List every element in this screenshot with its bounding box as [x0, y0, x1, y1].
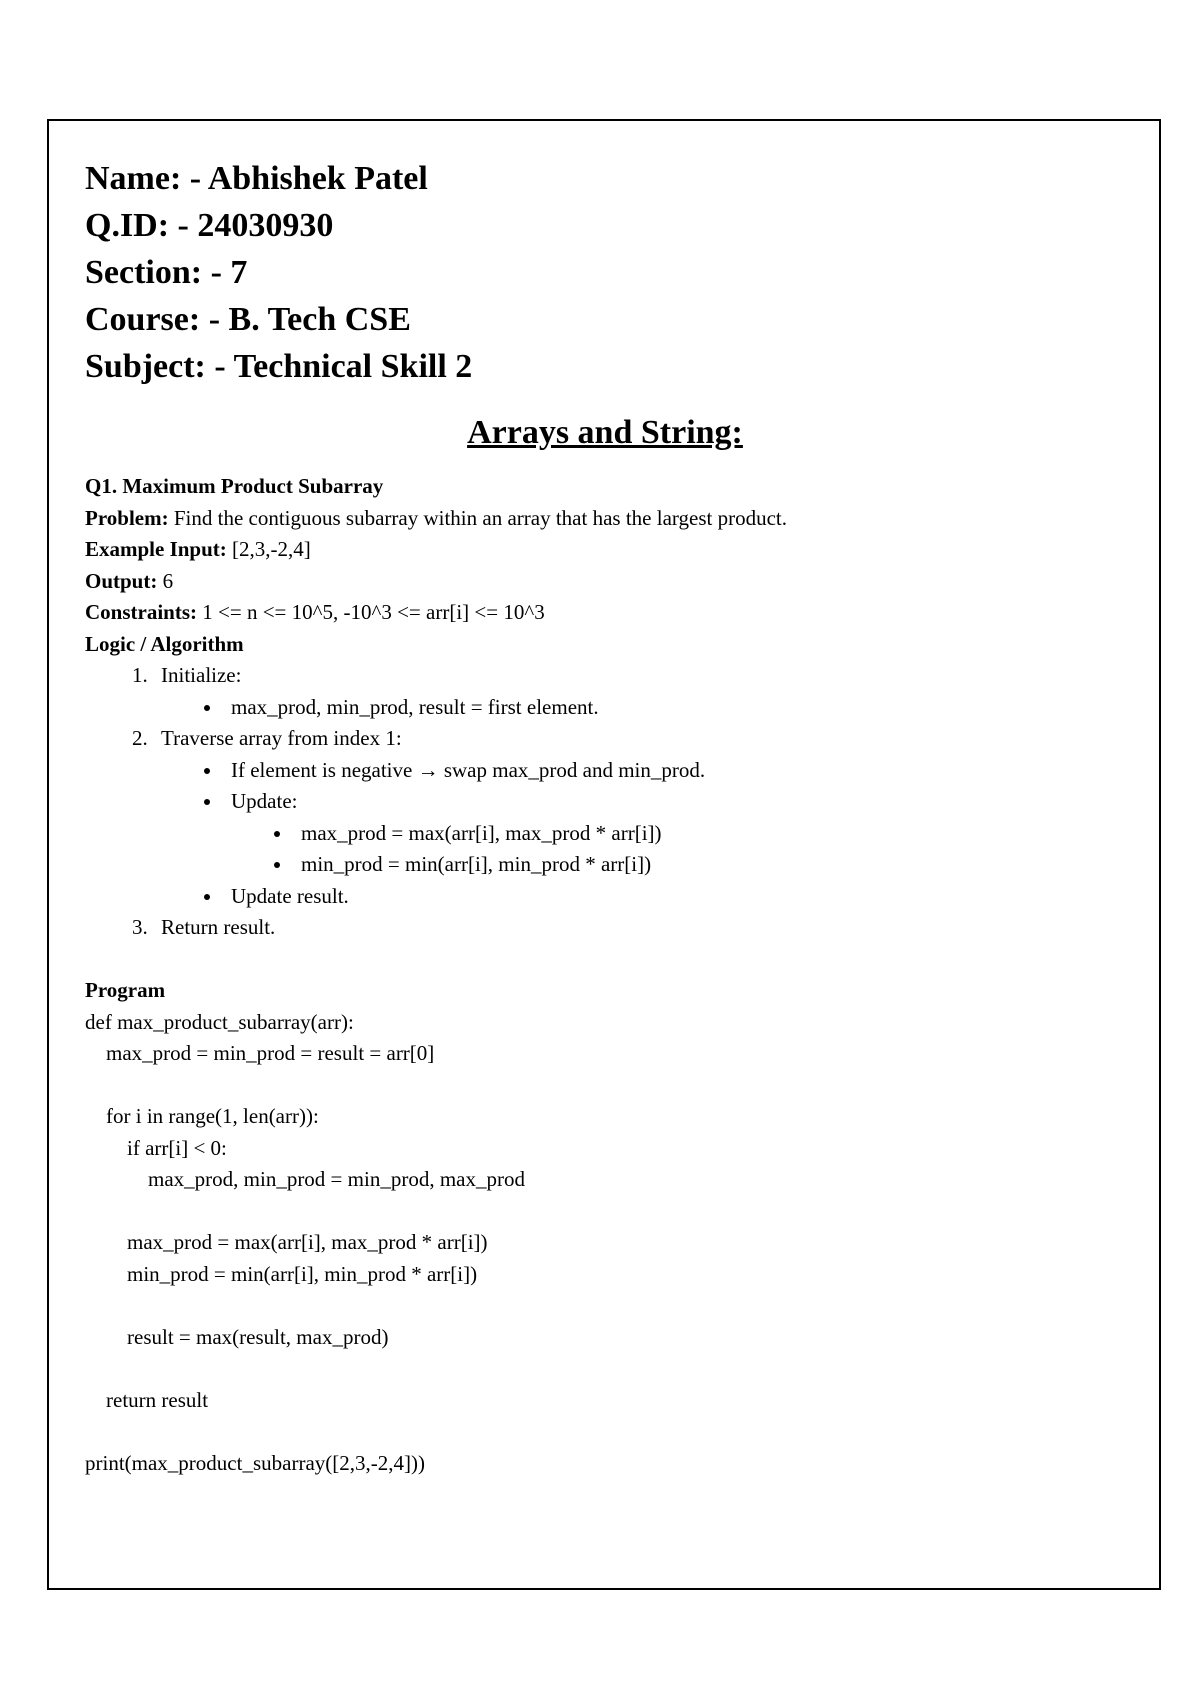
logic-label: Logic / Algorithm — [85, 631, 244, 656]
student-section: Section: - 7 — [85, 254, 248, 291]
constraints-label: Constraints: — [85, 600, 198, 624]
code-line: print(max_product_subarray([2,3,-2,4])) — [85, 1450, 425, 1475]
code-line — [85, 1290, 1125, 1322]
student-subject: Subject: - Technical Skill 2 — [85, 348, 473, 385]
code-line — [85, 1196, 1125, 1228]
problem-text: Find the contiguous subarray within an array that has the largest product. — [168, 505, 787, 530]
step-text: Traverse array from index 1: — [161, 726, 402, 750]
code-line: for i in range(1, len(arr)): — [85, 1104, 319, 1128]
code-block — [85, 1007, 1125, 1480]
program-label: Program — [85, 978, 166, 1002]
section-title: Arrays and String: — [467, 414, 743, 451]
student-name: Name: - Abhishek Patel — [85, 160, 428, 197]
step-text: Return result. — [161, 915, 276, 939]
question-title: Q1. Maximum Product Subarray — [85, 474, 384, 498]
problem-label: Problem: — [85, 505, 169, 530]
question-block — [85, 471, 1125, 1479]
step-bullets — [161, 692, 1125, 724]
bullet-text: Update: — [231, 789, 298, 813]
student-info — [85, 155, 1125, 390]
algorithm-steps — [85, 660, 1125, 944]
spacer — [85, 944, 1125, 976]
sub-bullets — [231, 818, 1125, 881]
code-line: max_prod, min_prod = min_prod, max_prod — [85, 1167, 525, 1191]
example-input-text: [2,3,-2,4] — [226, 537, 311, 561]
step-text: Initialize: — [161, 663, 242, 687]
output-text: 6 — [157, 568, 174, 593]
code-line — [85, 1416, 1125, 1448]
bullet-item — [223, 786, 1125, 881]
code-line — [85, 1353, 1125, 1385]
code-line: return result — [85, 1387, 209, 1412]
student-qid: Q.ID: - 24030930 — [85, 207, 334, 244]
code-line — [85, 1070, 1125, 1102]
code-line: min_prod = min(arr[i], min_prod * arr[i]) — [85, 1261, 478, 1286]
sub-bullet-item: • min_prod = min(arr[i], min_prod * arr[i]) — [293, 849, 1125, 881]
code-line: if arr[i] < 0: — [85, 1135, 227, 1160]
bullet-item: • Update result. — [223, 881, 1125, 913]
step-bullets — [161, 755, 1125, 913]
student-course: Course: - B. Tech CSE — [85, 301, 411, 338]
example-input-label: Example Input: — [85, 537, 227, 561]
code-line: max_prod = max(arr[i], max_prod * arr[i]) — [85, 1230, 488, 1254]
constraints-text: 1 <= n <= 10^5, -10^3 <= arr[i] <= 10^3 — [197, 600, 545, 624]
sub-bullet-item: • max_prod = max(arr[i], max_prod * arr[i]) — [293, 818, 1125, 850]
constraints-line — [85, 597, 1125, 629]
example-input-line — [85, 534, 1125, 566]
algorithm-step — [153, 723, 1125, 912]
bullet-item: • max_prod, min_prod, result = first element. — [223, 692, 1125, 724]
problem-line — [85, 503, 1125, 535]
output-label: Output: — [85, 568, 158, 593]
code-line: max_prod = min_prod = result = arr[0] — [85, 1041, 435, 1065]
code-line: def max_product_subarray(arr): — [85, 1009, 354, 1034]
output-line — [85, 566, 1125, 598]
document-content — [85, 155, 1125, 1479]
code-line: result = max(result, max_prod) — [85, 1324, 389, 1349]
algorithm-step — [153, 912, 1125, 944]
bullet-item: • If element is negative → swap max_prod and min_prod. — [223, 755, 1125, 787]
algorithm-step — [153, 660, 1125, 723]
